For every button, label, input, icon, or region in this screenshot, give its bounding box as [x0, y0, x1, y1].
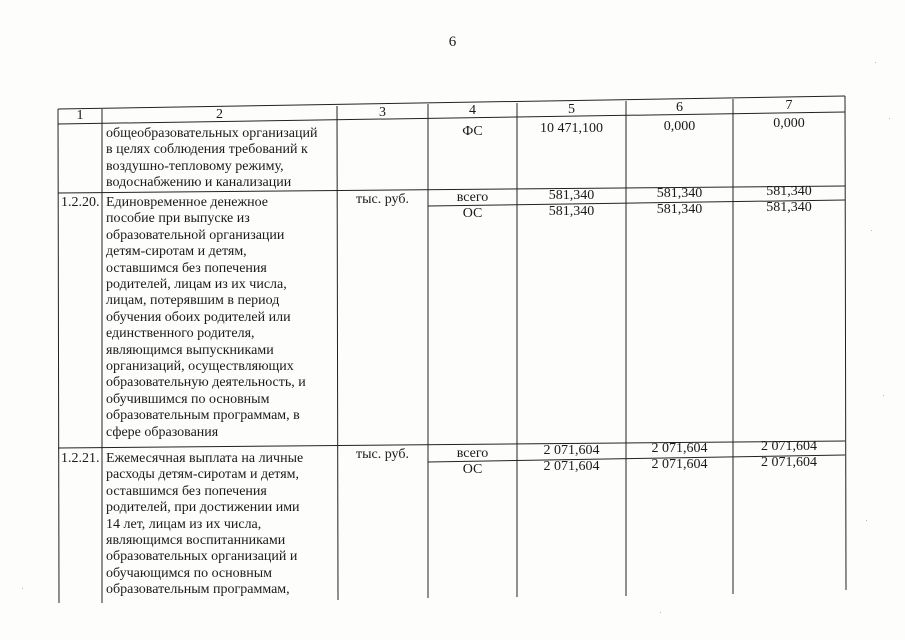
row-desc-line: Единовременное денежное: [106, 195, 269, 210]
table-right-border: [845, 96, 846, 590]
row-desc-line: оставшимся без попечения: [106, 483, 267, 499]
row-desc-line: родителей, лицам из их числа,: [106, 277, 287, 292]
row-value-col6: 2 071,604: [651, 441, 708, 456]
header-col-2: 2: [216, 107, 223, 122]
row-value-col6: 0,000: [663, 119, 696, 134]
header-col-6: 6: [676, 100, 683, 115]
scan-speck: [660, 612, 661, 613]
row-desc-line: единственного родителя,: [106, 326, 255, 342]
row-desc-line: расходы детям-сиротам и детям,: [106, 467, 300, 483]
row-value-col5: 2 071,604: [543, 459, 600, 474]
row-desc-line: воздушно-тепловому режиму,: [106, 158, 284, 174]
row-value-col6: 2 071,604: [651, 457, 708, 472]
header-col-3: 3: [379, 105, 386, 120]
row-desc-line: сфере образования: [106, 424, 219, 440]
row-desc-line: Ежемесячная выплата на личные: [106, 451, 304, 466]
row-desc-line: образовательных организаций и: [106, 549, 298, 565]
page-number: 6: [448, 34, 457, 50]
scan-speck: [889, 118, 890, 119]
header-col-4: 4: [469, 103, 476, 118]
row-unit: тыс. руб.: [356, 192, 409, 207]
row-desc-line: являющимся воспитанниками: [106, 533, 286, 548]
row-value-col6: 581,340: [656, 186, 703, 201]
row-desc-line: пособие при выпуске из: [106, 211, 250, 227]
row-value-col5: 2 071,604: [543, 443, 600, 458]
row-source: всего: [456, 446, 489, 461]
table-left-border: [58, 109, 59, 603]
scan-speck: [875, 62, 876, 63]
scan-speck: [883, 395, 884, 396]
row-desc-line: обучающимся по основным: [106, 565, 273, 581]
row-unit: тыс. руб.: [356, 447, 409, 462]
row-desc-line: являющимся выпускниками: [106, 342, 274, 358]
row-desc-line: образовательную деятельность, и: [106, 375, 306, 391]
column-border: [337, 106, 338, 600]
row-value-col7: 0,000: [773, 116, 805, 131]
row-desc-line: общеобразовательных организаций: [106, 126, 318, 141]
header-col-5: 5: [568, 102, 575, 117]
row-desc-line: 14 лет, лицам из их числа,: [106, 516, 262, 532]
header-col-1: 1: [76, 108, 84, 123]
row-value-col7: 2 071,604: [761, 439, 817, 454]
row-desc-line: лицам, потерявшим в период: [106, 293, 280, 309]
row-source: ОС: [462, 206, 483, 221]
row-source: ФС: [462, 124, 483, 139]
row-desc-line: в целях соблюдения требований к: [106, 142, 308, 158]
scan-speck: [871, 230, 872, 231]
row-desc-line: обучения обоих родителей или: [106, 309, 291, 325]
row-value-col7: 581,340: [766, 184, 812, 199]
header-col-7: 7: [785, 98, 793, 113]
row-number: 1.2.21.: [61, 451, 100, 466]
row-value-col7: 581,340: [766, 200, 812, 215]
row-source: ОС: [462, 462, 483, 477]
row-source: всего: [456, 190, 489, 205]
row-value-col5: 10 471,100: [540, 121, 603, 136]
row-desc-line: оставшимся без попечения: [106, 260, 267, 276]
row-desc-line: организаций, осуществляющих: [106, 359, 294, 374]
row-desc-line: образовательным программам, в: [106, 408, 300, 424]
row-desc-line: водоснабжению и канализации: [106, 175, 292, 191]
scan-speck: [866, 520, 867, 521]
row-desc-line: образовательной организации: [106, 227, 285, 243]
row-desc-line: детям-сиротам и детям,: [106, 244, 247, 260]
row-desc-line: образовательным программам,: [106, 582, 290, 598]
row-value-col7: 2 071,604: [761, 455, 817, 470]
row-value-col5: 581,340: [548, 204, 595, 219]
row-number: 1.2.20.: [61, 195, 100, 210]
row-value-col5: 581,340: [548, 188, 595, 203]
row-value-col6: 581,340: [656, 202, 703, 217]
row-desc-line: родителей, при достижении ими: [106, 500, 300, 516]
row-desc-line: обучившимся по основным: [106, 391, 270, 407]
scan-speck: [22, 588, 23, 589]
